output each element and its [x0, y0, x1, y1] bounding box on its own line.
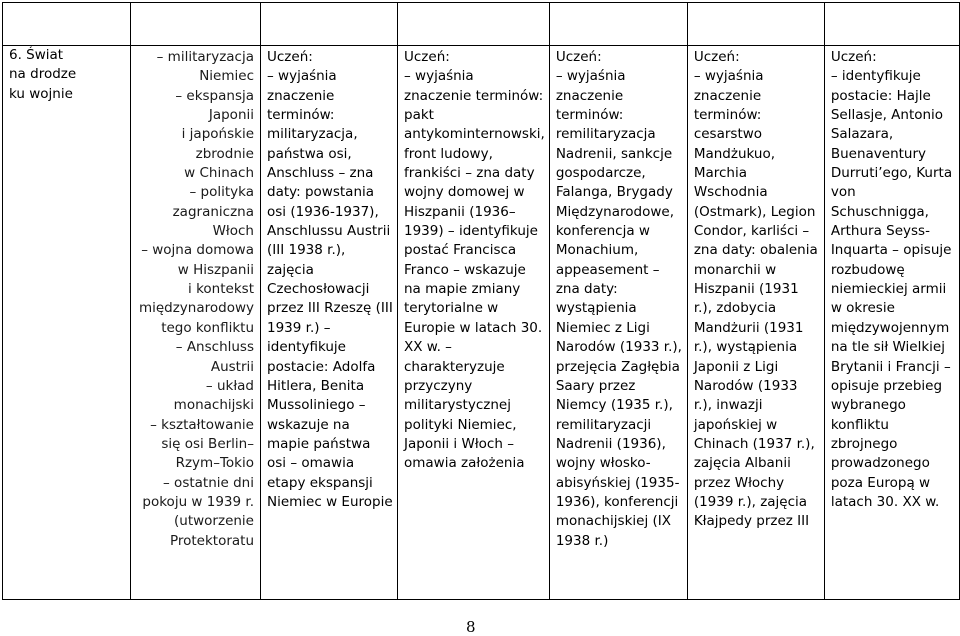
section-title-line: ku wojnie	[9, 85, 73, 102]
requirement-heading: Uczeń:	[555, 49, 602, 65]
table-cell	[687, 3, 824, 46]
requirement-block	[398, 46, 549, 474]
list-item: międzynarodowy	[138, 300, 254, 317]
curriculum-table	[2, 2, 960, 600]
list-item: – Anschluss	[175, 339, 254, 356]
section-title-line: na drodze	[9, 66, 77, 83]
requirement-text: – wyjaśnia znaczenie terminów: militaryzacja, państwa osi, Anschluss – zna daty: powstania osi (1936-1937), Anschlussu Austrii (III 1938 r.), zajęcia Czechosłowacji przez III Rzeszę (III 1939 r.) – identyfikuje postacie: Adolfa Hitlera, Benita Mussoliniego – wskazuje na mapie państwa osi – omawia etapy ekspansji Niemiec w Europie	[267, 68, 393, 510]
list-item: w Chinach	[184, 165, 254, 182]
requirement-cell	[398, 46, 550, 600]
list-item: – wojna domowa	[141, 242, 254, 259]
list-item: Włoch	[212, 223, 254, 240]
requirement-block	[550, 46, 687, 551]
list-item: – ostatnie dni	[163, 474, 254, 491]
requirement-text: – wyjaśnia znaczenie terminów: pakt antykominternowski, front ludowy, frankiści – zna daty wojny domowej w Hiszpanii (1936–1939) – identyfikuje postać Francisca Franco – wskazuje na mapie zmiany terytorialne w Europie w latach 30. XX w. – charakteryzuje przyczyny militarystycznej polityki Niemiec, Japonii i Włoch – omawia założenia	[404, 68, 545, 472]
table-cell	[261, 3, 398, 46]
table-cell	[131, 3, 261, 46]
list-item: Protektoratu	[169, 532, 254, 549]
content-items-cell	[131, 46, 261, 600]
list-item: – kształtowanie	[150, 416, 254, 433]
list-item: zagraniczna	[172, 203, 254, 220]
requirement-cell	[261, 46, 398, 600]
list-item: – ekspansja	[175, 87, 254, 104]
section-title-line: 6. Świat	[9, 47, 64, 63]
requirement-heading: Uczeń:	[693, 49, 740, 65]
table-row	[3, 46, 960, 600]
list-item: – układ	[205, 377, 254, 394]
table-cell	[549, 3, 687, 46]
content-items-list	[131, 46, 260, 551]
requirement-cell	[824, 46, 959, 600]
list-item: w Hiszpanii	[177, 261, 254, 278]
requirement-block	[825, 46, 959, 512]
list-item: monachijski	[173, 397, 254, 414]
list-item: się osi Berlin–	[161, 435, 254, 452]
table-cell	[824, 3, 959, 46]
section-title	[3, 46, 130, 104]
requirement-cell	[549, 46, 687, 600]
requirement-text: – wyjaśnia znaczenie terminów: cesarstwo Mandżukuo, Marchia Wschodnia (Ostmark), Legion Condor, karliści – zna daty: obalenia monarchii w Hiszpanii (1931 r.), zdobycia Mandżurii (1931 r.), wystąpienia Japonii z Ligi Narodów (1933 r.), inwazji japońskiej w Chinach (1937 r.), zajęcia Albanii przez Włochy (1939 r.), zajęcia Kłajpedy przez III	[693, 68, 818, 530]
requirement-text: – wyjaśnia znaczenie terminów: remilitaryzacja Nadrenii, sankcje gospodarcze, Falanga, Brygady Międzynarodowe, konferencja w Monachium, appeasement – zna daty: wystąpienia Niemiec z Ligi Narodów (1933 r.), przejęcia Zagłębia Saary przez Niemcy (1935 r.), remilitaryzacji Nadrenii (1936), wojny włosko-abisyńskiej (1935-1936), konferencji monachijskiej (IX 1938 r.)	[555, 68, 682, 549]
table-cell	[398, 3, 550, 46]
list-item: zbrodnie	[195, 145, 254, 162]
list-item: Rzym–Tokio	[175, 455, 254, 472]
table-cell	[3, 3, 131, 46]
list-item: i kontekst	[188, 281, 254, 298]
list-item: i japońskie	[181, 126, 254, 143]
list-item: (utworzenie	[174, 513, 254, 530]
list-item: pokoju w 1939 r.	[142, 493, 254, 510]
list-item: – polityka	[189, 184, 254, 201]
list-item: Niemiec	[199, 68, 254, 85]
requirement-text: – identyfikuje postacie: Hajle Sellasje, Antonio Salazara, Buenaventury Durruti’ego, Kurta von Schuschnigga, Arthura Seyss-Inquarta – opisuje rozbudowę niemieckiej armii w okresie międzywojennym na tle sił Wielkiej Brytanii i Francji – opisuje przebieg wybranego konfliktu zbrojnego prowadzonego poza Europą w latach 30. XX w.	[830, 68, 953, 510]
requirement-block	[261, 46, 397, 512]
page-number: 8	[466, 618, 476, 636]
requirement-cell	[687, 46, 824, 600]
table-header-row	[3, 3, 960, 46]
requirement-block	[688, 46, 824, 532]
list-item: tego konfliktu	[161, 319, 254, 336]
section-title-cell	[3, 46, 131, 600]
list-item: Austrii	[210, 358, 254, 375]
requirement-heading: Uczeń:	[404, 49, 450, 65]
requirement-heading: Uczeń:	[267, 49, 313, 65]
list-item: Japonii	[208, 107, 254, 124]
list-item: – militaryzacja	[156, 49, 254, 65]
requirement-heading: Uczeń:	[830, 49, 877, 65]
